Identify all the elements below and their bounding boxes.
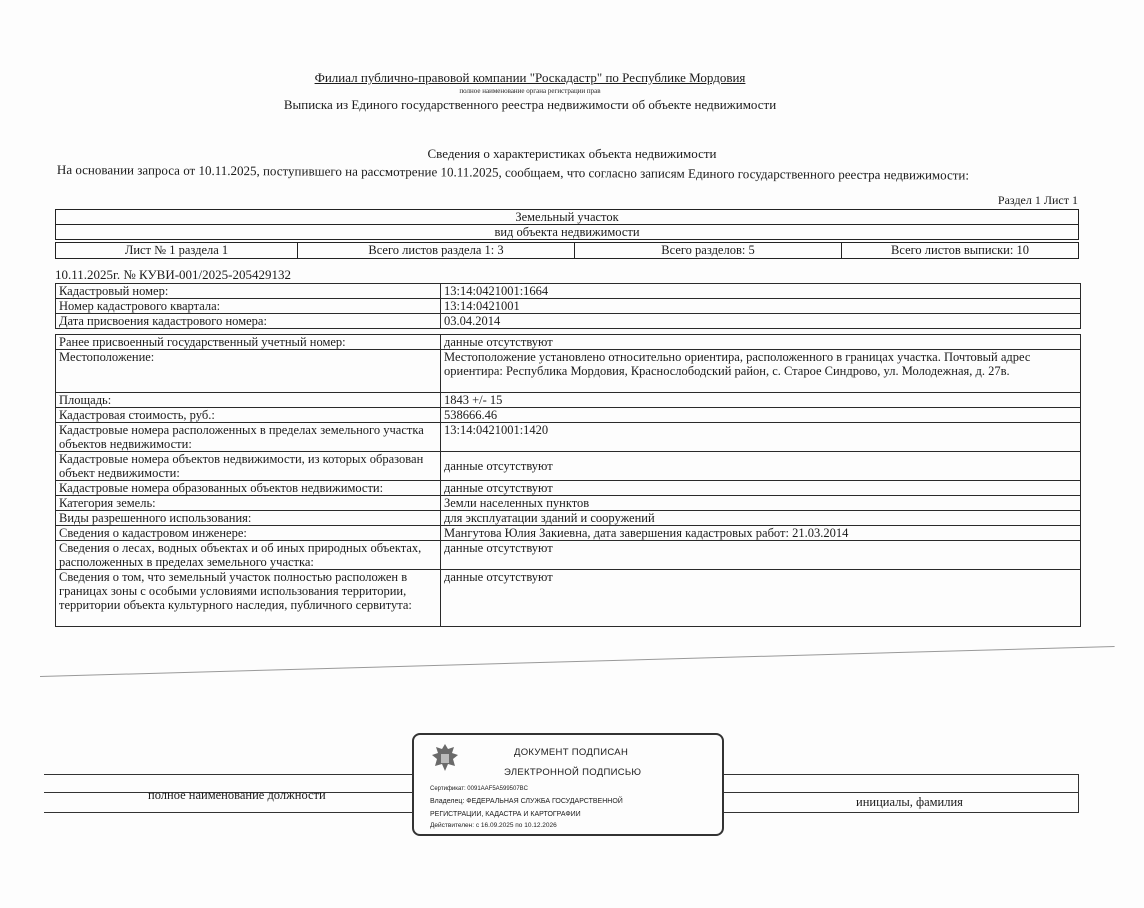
row-value: 03.04.2014 <box>441 314 1081 329</box>
registration-org-name: Филиал публично-правовой компании "Роскадастр" по Республике Мордовия <box>314 70 746 85</box>
row-value: 13:14:0421001:1664 <box>441 284 1081 299</box>
table-row <box>56 408 1081 423</box>
row-label: Площадь: <box>56 393 441 408</box>
row-label: Виды разрешенного использования: <box>56 511 441 526</box>
table-row <box>56 284 1081 299</box>
row-label: Сведения о кадастровом инженере: <box>56 526 441 541</box>
total-extract-sheets: Всего листов выписки: 10 <box>842 243 1079 259</box>
table-row <box>56 350 1081 393</box>
object-type: Земельный участок <box>56 210 1079 225</box>
stamp-validity: Действителен: с 16.09.2025 по 10.12.2026 <box>430 822 557 829</box>
position-caption: полное наименование должности <box>148 788 326 802</box>
row-value: данные отсутствуют <box>441 335 1081 350</box>
total-section-sheets: Всего листов раздела 1: 3 <box>298 243 575 259</box>
table-row <box>56 570 1081 627</box>
row-value: 538666.46 <box>441 408 1081 423</box>
table-row <box>56 496 1081 511</box>
row-label: Сведения о лесах, водных объектах и об иных природных объектах, расположенных в пределах земельного участка: <box>56 541 441 570</box>
row-value: для эксплуатации зданий и сооружений <box>441 511 1081 526</box>
stamp-certificate: Сертификат: 0091AAF5A599507BC <box>430 786 529 792</box>
stamp-owner: Владелец: ФЕДЕРАЛЬНАЯ СЛУЖБА ГОСУДАРСТВЕННОЙ <box>430 798 623 805</box>
stamp-subtitle: ЭЛЕКТРОННОЙ ПОДПИСЬЮ <box>504 767 642 778</box>
extract-title: Выписка из Единого государственного реестра недвижимости об объекте недвижимости <box>283 97 777 112</box>
total-sections: Всего разделов: 5 <box>575 243 842 259</box>
electronic-signature-stamp <box>412 733 724 836</box>
row-label: Ранее присвоенный государственный учетный номер: <box>56 335 441 350</box>
row-label: Сведения о том, что земельный участок полностью расположен в границах зоны с особыми условиями использования территории, территории объекта культурного наследия, публичного сервитута: <box>56 570 441 627</box>
row-label: Местоположение: <box>56 350 441 393</box>
row-value: Местоположение установлено относительно ориентира, расположенного в границах участка. Почтовый адрес ориентира: Республика Мордовия, Краснослободский район, с. Старое Синдрово, ул. Молодежная, д. 27в. <box>441 350 1081 393</box>
section-sheet-label: Раздел 1 Лист 1 <box>997 193 1078 207</box>
registration-org-caption: полное наименование органа регистрации прав <box>459 87 601 95</box>
row-label: Кадастровый номер: <box>56 284 441 299</box>
table-row <box>56 481 1081 496</box>
row-value: Мангутова Юлия Закиевна, дата завершения кадастровых работ: 21.03.2014 <box>441 526 1081 541</box>
object-type-table <box>55 209 1079 240</box>
row-value: 1843 +/- 15 <box>441 393 1081 408</box>
row-value: данные отсутствуют <box>441 452 1081 481</box>
object-type-caption: вид объекта недвижимости <box>56 225 1079 240</box>
sheet-counts-row <box>55 242 1079 259</box>
table-row <box>56 452 1081 481</box>
stamp-owner-cont: РЕГИСТРАЦИИ, КАДАСТРА И КАРТОГРАФИИ <box>430 811 581 818</box>
stamp-title: ДОКУМЕНТ ПОДПИСАН <box>514 747 629 758</box>
row-value: 13:14:0421001 <box>441 299 1081 314</box>
row-value: данные отсутствуют <box>441 570 1081 627</box>
row-label: Кадастровые номера образованных объектов недвижимости: <box>56 481 441 496</box>
coat-of-arms-icon <box>428 741 462 775</box>
table-row <box>56 335 1081 350</box>
table-row <box>56 541 1081 570</box>
scan-artifact-line <box>40 646 1115 677</box>
signature-line <box>1078 774 1079 812</box>
sheet-number: Лист № 1 раздела 1 <box>56 243 298 259</box>
row-value: данные отсутствуют <box>441 481 1081 496</box>
row-value: данные отсутствуют <box>441 541 1081 570</box>
table-row <box>56 423 1081 452</box>
initials-caption: инициалы, фамилия <box>856 795 963 809</box>
characteristics-table <box>55 283 1081 627</box>
section-subtitle: Сведения о характеристиках объекта недвижимости <box>427 146 717 161</box>
row-label: Кадастровые номера расположенных в пределах земельного участка объектов недвижимости: <box>56 423 441 452</box>
row-value: Земли населенных пунктов <box>441 496 1081 511</box>
table-row <box>56 526 1081 541</box>
document-number: 10.11.2025г. № КУВИ-001/2025-205429132 <box>55 267 291 282</box>
row-label: Дата присвоения кадастрового номера: <box>56 314 441 329</box>
row-label: Кадастровые номера объектов недвижимости, из которых образован объект недвижимости: <box>56 452 441 481</box>
table-row <box>56 393 1081 408</box>
table-row <box>56 314 1081 329</box>
table-row <box>56 299 1081 314</box>
row-label: Кадастровая стоимость, руб.: <box>56 408 441 423</box>
request-basis-text: На основании запроса от 10.11.2025, поступившего на рассмотрение 10.11.2025, сообщаем, что согласно записям Единого государственного реестра недвижимости: <box>56 162 970 183</box>
row-label: Категория земель: <box>56 496 441 511</box>
row-label: Номер кадастрового квартала: <box>56 299 441 314</box>
row-value: 13:14:0421001:1420 <box>441 423 1081 452</box>
table-row <box>56 511 1081 526</box>
